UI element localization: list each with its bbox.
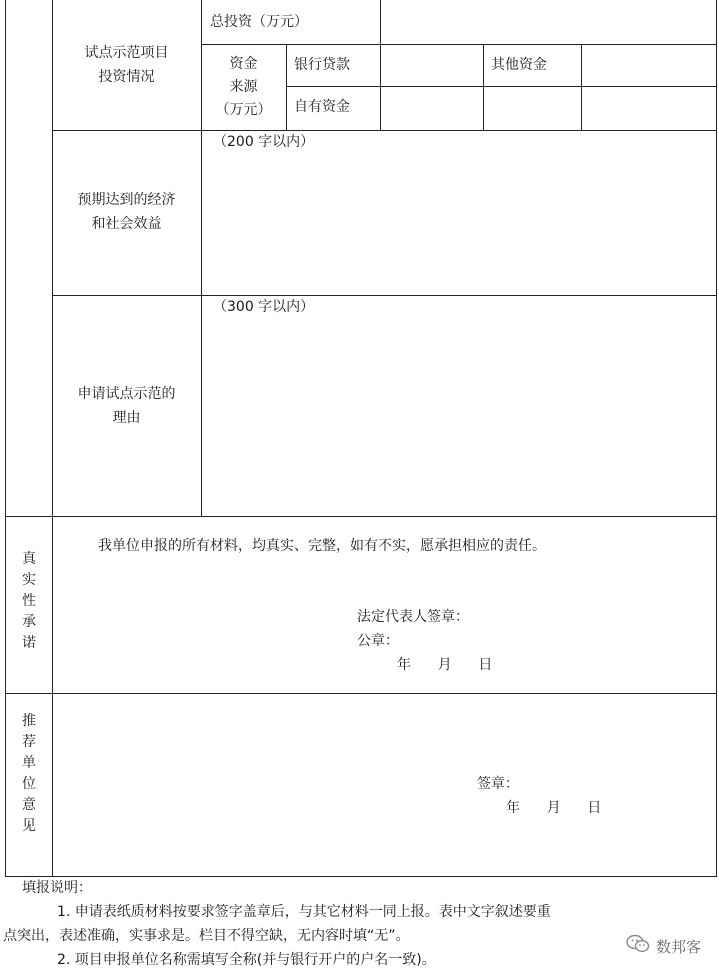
- watermark-text: 数邦客: [655, 937, 701, 956]
- commitment-date: 年 月 日: [397, 657, 493, 673]
- fund-source-line3: （万元）: [215, 102, 272, 118]
- reason-input-area[interactable]: [202, 320, 716, 515]
- invest-label-line2: 投资情况: [98, 69, 155, 85]
- total-investment-label: 总投资（万元）: [210, 14, 308, 30]
- note-item-1-line1: 1. 申请表纸质材料按要求签字盖章后，与其它材料一同上报。表中文字叙述要重: [57, 904, 551, 920]
- reason-hint: （300 字以内）: [213, 299, 315, 315]
- note-item-2: 2. 项目申报单位名称需填写全称(并与银行开户的户名一致)。: [57, 952, 436, 968]
- bank-loan-label: 银行贷款: [294, 57, 350, 73]
- recommend-date: 年 月 日: [506, 800, 602, 816]
- recommend-sign-label: 签章：: [477, 776, 519, 792]
- commitment-statement: 我单位申报的所有材料，均真实、完整，如有不实，愿承担相应的责任。: [98, 538, 546, 554]
- total-investment-value[interactable]: [381, 1, 716, 44]
- table-border-bottom: [5, 876, 717, 877]
- notes-title: 填报说明：: [22, 880, 92, 896]
- own-funds-label: 自有资金: [294, 99, 350, 115]
- row-divider: [52, 295, 717, 296]
- benefit-input-area[interactable]: [202, 155, 716, 294]
- benefit-hint: （200 字以内）: [213, 134, 315, 150]
- fund-source-line1: 资金: [229, 56, 258, 72]
- benefit-label-line1: 预期达到的经济: [77, 192, 176, 208]
- table-border-right: [716, 0, 717, 877]
- commitment-side-label: 真实性承诺: [22, 551, 36, 651]
- column-divider: [286, 44, 287, 130]
- recommend-side-label: 推荐单位意见: [22, 713, 36, 834]
- invest-label-line1: 试点示范项目: [84, 45, 169, 61]
- other-funds-value[interactable]: [582, 45, 716, 86]
- row-divider: [5, 516, 717, 517]
- other-funds-label: 其他资金: [491, 57, 547, 73]
- recommend-input-area[interactable]: [53, 694, 716, 774]
- wechat-icon: [626, 934, 650, 958]
- fund-source-line2: 来源: [229, 79, 258, 95]
- watermark: [626, 934, 701, 958]
- reason-label-line1: 申请试点示范的: [77, 386, 176, 402]
- benefit-label-line2: 和社会效益: [91, 216, 162, 232]
- bank-loan-value[interactable]: [381, 45, 483, 86]
- note-item-1-line2: 点突出，表述准确，实事求是。栏目不得空缺，无内容时填“无”。: [3, 928, 410, 944]
- own-funds-value[interactable]: [381, 87, 716, 130]
- official-seal-label: 公章：: [357, 633, 399, 649]
- table-border-left: [5, 0, 6, 877]
- reason-label-line2: 理由: [112, 410, 141, 426]
- row-divider: [52, 130, 717, 131]
- legal-representative-signature: 法定代表人签章：: [357, 609, 469, 625]
